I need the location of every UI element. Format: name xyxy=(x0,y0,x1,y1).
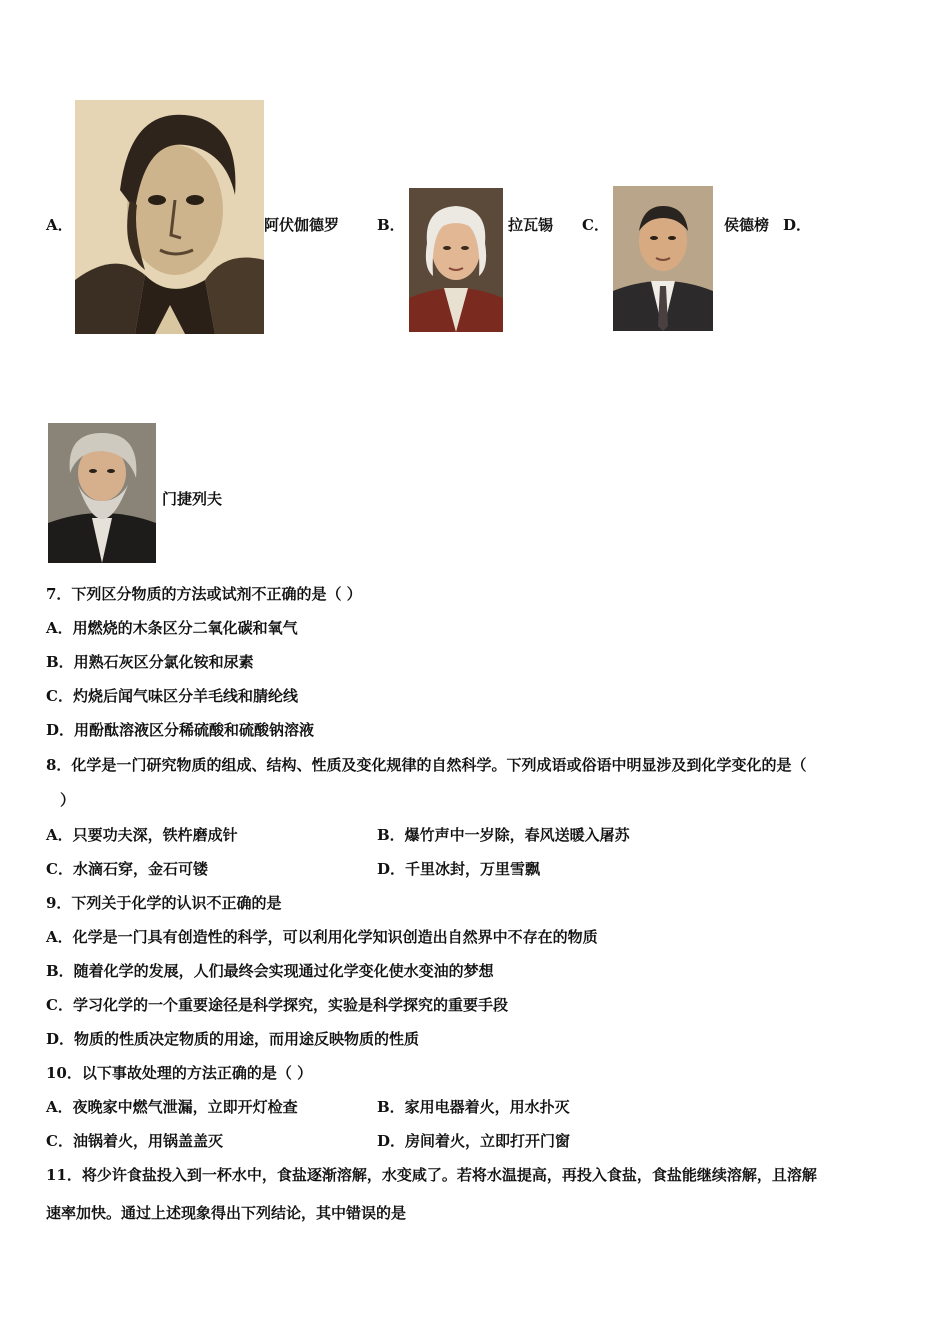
q7-option-c: C．灼烧后闻气味区分羊毛线和腈纶线 xyxy=(46,687,298,705)
q10-option-c: C．油锅着火，用锅盖盖灭 xyxy=(46,1132,223,1150)
q8-option-c: C．水滴石穿，金石可镂 xyxy=(46,860,208,878)
q9-option-a: A．化学是一门具有创造性的科学，可以利用化学知识创造出自然界中不存在的物质 xyxy=(46,928,598,946)
option-b-name: 拉瓦锡 xyxy=(508,216,554,234)
mendeleev-portrait-icon xyxy=(48,423,156,563)
option-b-letter: B． xyxy=(377,216,405,234)
q8-option-b: B．爆竹声中一岁除，春风送暖入屠苏 xyxy=(377,826,630,844)
hou-debang-portrait-icon xyxy=(613,186,713,331)
q9-option-b: B．随着化学的发展，人们最终会实现通过化学变化使水变油的梦想 xyxy=(46,962,494,980)
q11-stem-line2: 速率加快。通过上述现象得出下列结论，其中错误的是 xyxy=(46,1204,407,1222)
q10-stem: 10．以下事故处理的方法正确的是（ ） xyxy=(46,1064,313,1082)
q8-stem-line1: 8．化学是一门研究物质的组成、结构、性质及变化规律的自然科学。下列成语或俗语中明显涉及到化学变化的是（ xyxy=(46,756,807,774)
avogadro-portrait-icon xyxy=(75,100,264,334)
q9-option-c: C．学习化学的一个重要途径是科学探究，实验是科学探究的重要手段 xyxy=(46,996,508,1014)
q8-stem-line2: ） xyxy=(60,791,76,809)
q11-stem-line1: 11．将少许食盐投入到一杯水中，食盐逐渐溶解，水变咸了。若将水温提高，再投入食盐，食盐能继续溶解，且溶解 xyxy=(46,1166,817,1184)
q7-option-d: D．用酚酞溶液区分稀硫酸和硫酸钠溶液 xyxy=(46,721,315,739)
q10-option-a: A．夜晚家中燃气泄漏，立即开灯检查 xyxy=(46,1098,298,1116)
option-c-letter: C． xyxy=(582,216,609,234)
q10-option-d: D．房间着火，立即打开门窗 xyxy=(377,1132,571,1150)
q8-option-d: D．千里冰封，万里雪飘 xyxy=(377,860,541,878)
q7-option-a: A．用燃烧的木条区分二氧化碳和氧气 xyxy=(46,619,298,637)
option-d-name: 门捷列夫 xyxy=(162,490,223,508)
option-c-name: 侯德榜 xyxy=(724,216,770,234)
option-a-letter: A． xyxy=(46,216,73,234)
q7-stem: 7．下列区分物质的方法或试剂不正确的是（ ） xyxy=(46,585,362,603)
option-a-name: 阿伏伽德罗 xyxy=(264,216,340,234)
q7-option-b: B．用熟石灰区分氯化铵和尿素 xyxy=(46,653,254,671)
q9-option-d: D．物质的性质决定物质的用途，而用途反映物质的性质 xyxy=(46,1030,420,1048)
q10-option-b: B．家用电器着火，用水扑灭 xyxy=(377,1098,570,1116)
option-d-letter: D． xyxy=(783,216,812,234)
lavoisier-portrait-icon xyxy=(409,188,503,332)
q8-option-a: A．只要功夫深，铁杵磨成针 xyxy=(46,826,238,844)
q9-stem: 9．下列关于化学的认识不正确的是 xyxy=(46,894,282,912)
